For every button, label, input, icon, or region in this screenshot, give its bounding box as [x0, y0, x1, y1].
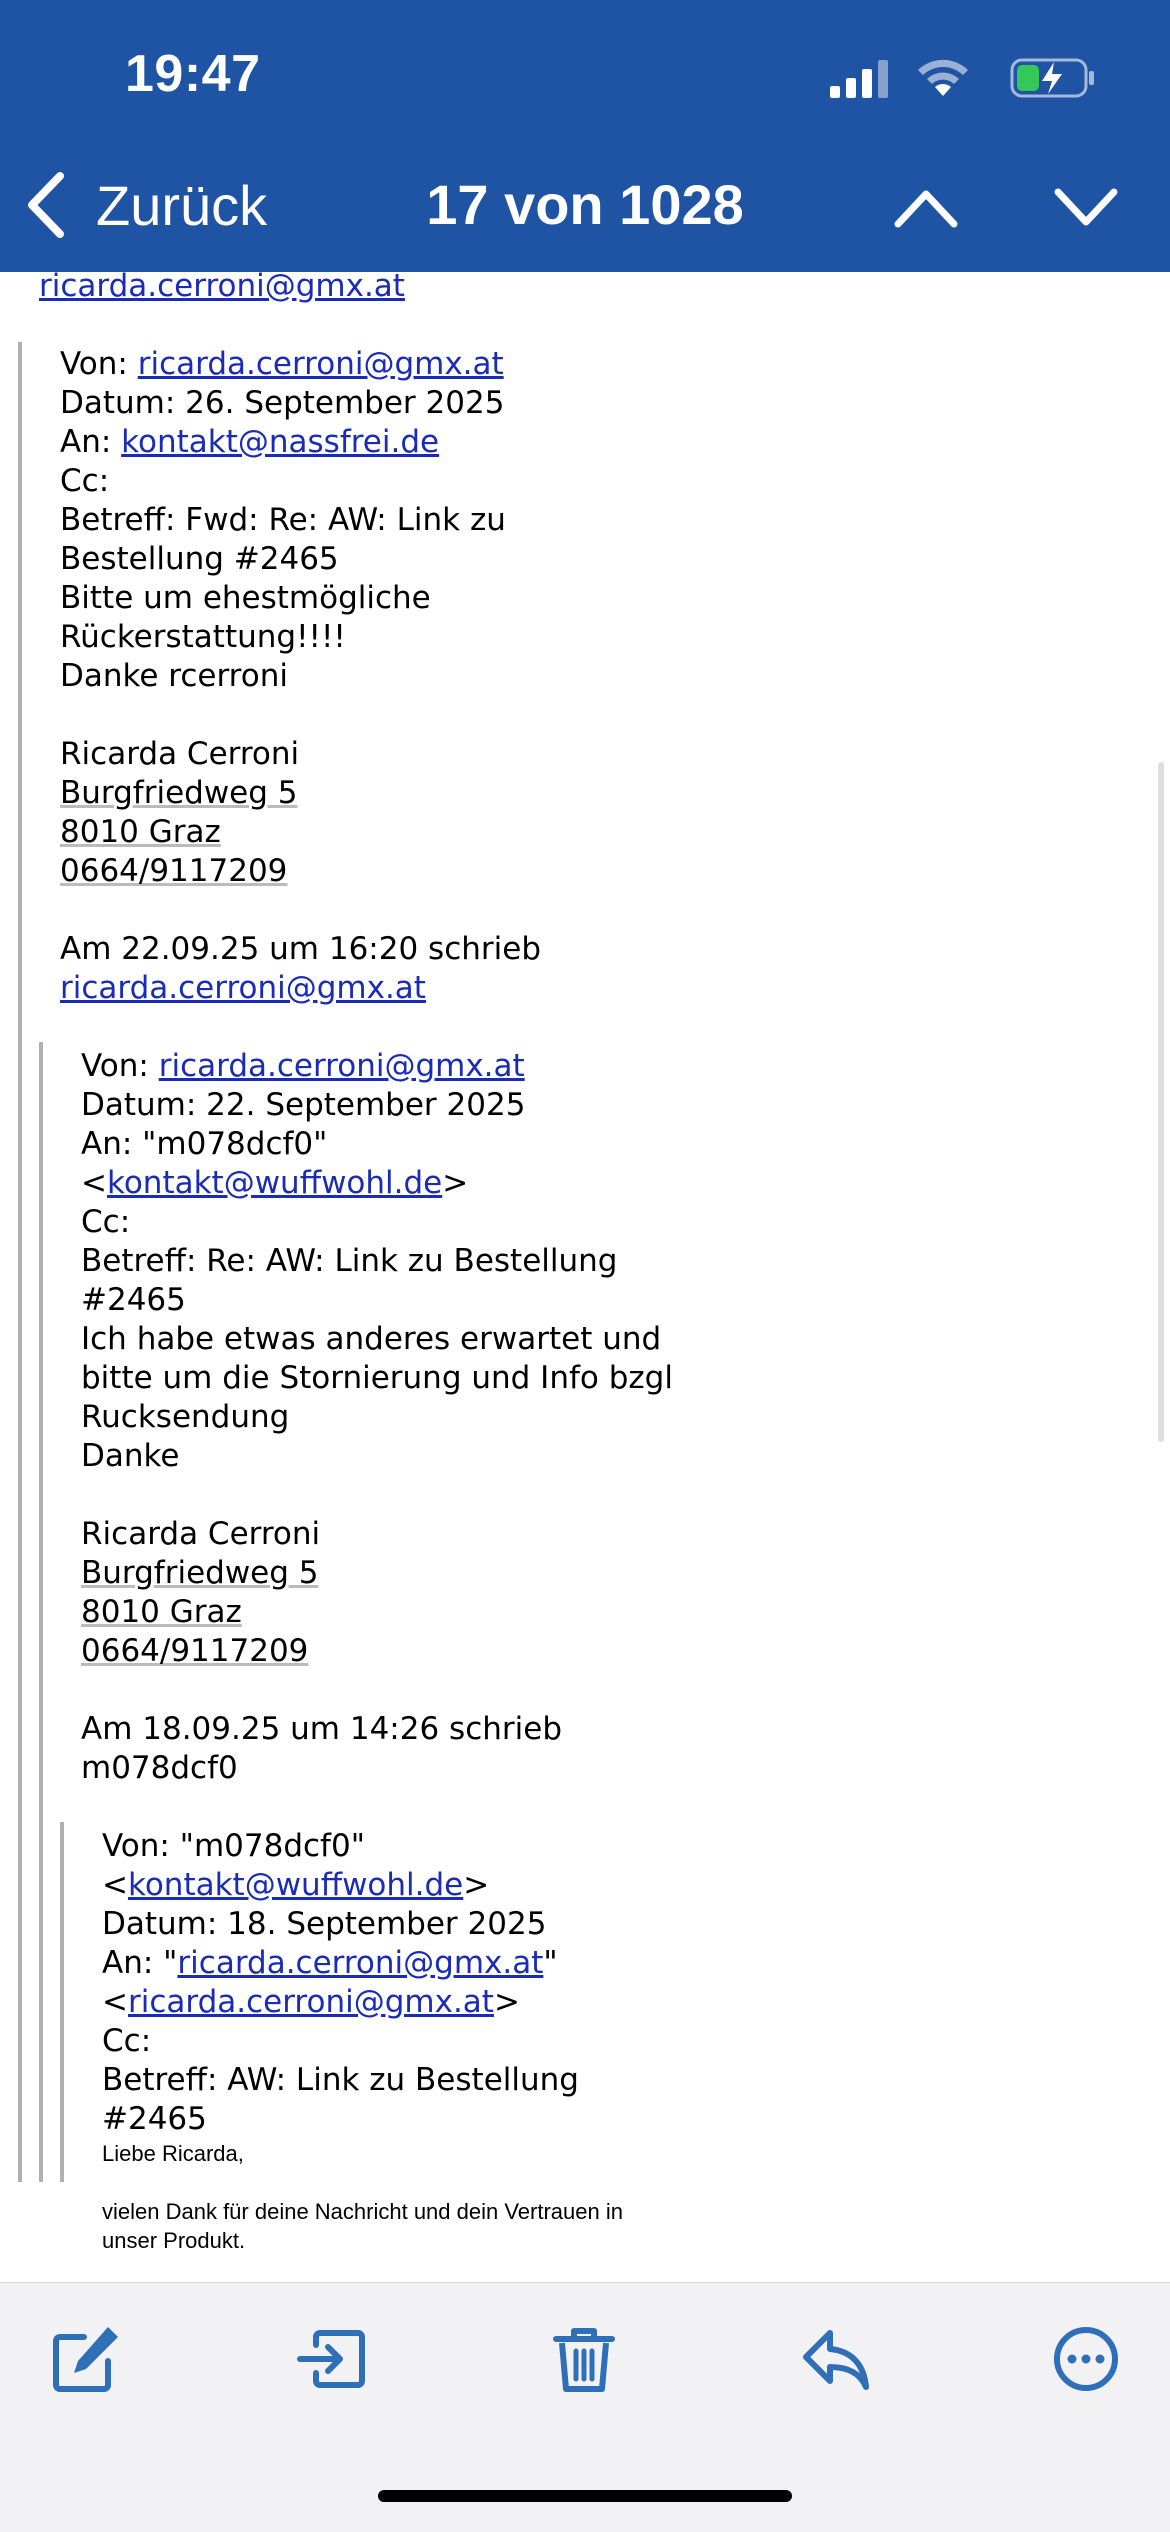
date-line: Datum: 26. September 2025	[60, 385, 505, 421]
body-line: Ich habe etwas anderes erwartet und	[81, 1321, 662, 1357]
signature-city[interactable]: 8010 Graz	[81, 1594, 242, 1630]
quote-level-2	[81, 1047, 673, 1788]
to-line-cont	[81, 1164, 673, 1203]
signature-name: Ricarda Cerroni	[60, 736, 300, 772]
wrote-line: Am 22.09.25 um 16:20 schrieb	[60, 931, 541, 967]
quote-bar-level-3	[60, 1822, 64, 2182]
top-sender-link-row	[39, 267, 405, 306]
to-line-cont	[102, 1983, 623, 2022]
subject-line: Betreff: AW: Link zu Bestellung	[102, 2062, 579, 2098]
from-email-link[interactable]: ricarda.cerroni@gmx.at	[158, 1048, 525, 1084]
body-line: vielen Dank für deine Nachricht und dein Vertrauen in	[102, 2199, 623, 2224]
wrote-line-cont: m078dcf0	[81, 1750, 238, 1786]
cc-line: Cc:	[60, 463, 110, 499]
signature-name: Ricarda Cerroni	[81, 1516, 321, 1552]
date-line: Datum: 18. September 2025	[102, 1906, 547, 1942]
to-label: An:	[60, 424, 122, 460]
signature-phone[interactable]: 0664/9117209	[81, 1633, 309, 1669]
angle-close: >	[442, 1165, 469, 1201]
signature-phone[interactable]: 0664/9117209	[60, 853, 288, 889]
signature-street[interactable]: Burgfriedweg 5	[81, 1555, 319, 1591]
sender-email-link[interactable]: ricarda.cerroni@gmx.at	[39, 268, 405, 304]
status-time: 19:47	[125, 45, 261, 103]
angle-close: >	[463, 1867, 490, 1903]
body-line: Bitte um ehestmögliche	[60, 580, 431, 616]
from-line	[81, 1047, 673, 1086]
subject-line: Betreff: Re: AW: Link zu Bestellung	[81, 1243, 618, 1279]
from-line-cont	[102, 1866, 623, 1905]
date-line: Datum: 22. September 2025	[81, 1087, 526, 1123]
to-email-link-2[interactable]: ricarda.cerroni@gmx.at	[127, 1984, 494, 2020]
subject-line: Betreff: Fwd: Re: AW: Link zu	[60, 502, 506, 538]
signature-city[interactable]: 8010 Graz	[60, 814, 221, 850]
scroll-indicator[interactable]	[1158, 762, 1164, 1442]
from-email-link[interactable]: kontakt@wuffwohl.de	[127, 1867, 464, 1903]
wrote-email-link[interactable]: ricarda.cerroni@gmx.at	[60, 970, 426, 1006]
body-line: bitte um die Stornierung und Info bzgl	[81, 1360, 673, 1396]
wrote-line: Am 18.09.25 um 14:26 schrieb	[81, 1711, 562, 1747]
body-line: unser Produkt.	[102, 2228, 246, 2253]
body-line: Rucksendung	[81, 1399, 290, 1435]
body-line: Danke	[81, 1438, 180, 1474]
previous-message-button[interactable]	[892, 180, 960, 234]
subject-line-cont: Bestellung #2465	[60, 541, 339, 577]
cc-line: Cc:	[81, 1204, 131, 1240]
to-email-link[interactable]: ricarda.cerroni@gmx.at	[177, 1945, 544, 1981]
angle-open: <	[102, 1867, 128, 1903]
quote-level-1	[60, 345, 541, 1008]
battery-charging-icon	[1010, 56, 1096, 100]
more-icon[interactable]	[1050, 2323, 1122, 2395]
subject-line-cont: #2465	[102, 2101, 207, 2137]
angle-open: <	[102, 1984, 128, 2020]
body-line: Rückerstattung!!!!	[60, 619, 346, 655]
to-label: An: "	[102, 1945, 178, 1981]
to-line	[102, 1944, 623, 1983]
header-bar	[0, 0, 1170, 272]
quote-level-3	[102, 1827, 623, 2255]
cc-line: Cc:	[102, 2023, 152, 2059]
from-label: Von:	[81, 1048, 159, 1084]
email-body[interactable]	[0, 268, 1170, 2253]
next-message-button[interactable]	[1052, 180, 1120, 234]
from-label: Von:	[60, 346, 138, 382]
signature-street[interactable]: Burgfriedweg 5	[60, 775, 298, 811]
quote-bar-level-1	[18, 342, 22, 2182]
to-email-link[interactable]: kontakt@wuffwohl.de	[106, 1165, 443, 1201]
quote-bar-level-2	[39, 1042, 43, 2182]
cellular-signal-icon	[830, 60, 890, 98]
wifi-icon	[914, 56, 972, 98]
to-email-link[interactable]: kontakt@nassfrei.de	[121, 424, 440, 460]
subject-line-cont: #2465	[81, 1282, 186, 1318]
body-line: Danke rcerroni	[60, 658, 288, 694]
home-indicator[interactable]	[378, 2490, 792, 2502]
angle-close: >	[493, 1984, 520, 2020]
from-line: Von: "m078dcf0"	[102, 1828, 365, 1864]
to-line	[60, 423, 541, 462]
move-to-folder-icon[interactable]	[296, 2323, 368, 2395]
from-email-link[interactable]: ricarda.cerroni@gmx.at	[137, 346, 504, 382]
from-line	[60, 345, 541, 384]
angle-open: <	[81, 1165, 107, 1201]
message-position-title: 17 von 1028	[426, 173, 744, 236]
compose-icon[interactable]	[50, 2323, 122, 2395]
to-line: An: "m078dcf0"	[81, 1126, 328, 1162]
back-label: Zurück	[96, 173, 268, 237]
greeting-line: Liebe Ricarda,	[102, 2141, 244, 2166]
reply-icon[interactable]	[800, 2323, 872, 2395]
quote-mark: "	[543, 1945, 558, 1981]
trash-icon[interactable]	[548, 2323, 620, 2395]
